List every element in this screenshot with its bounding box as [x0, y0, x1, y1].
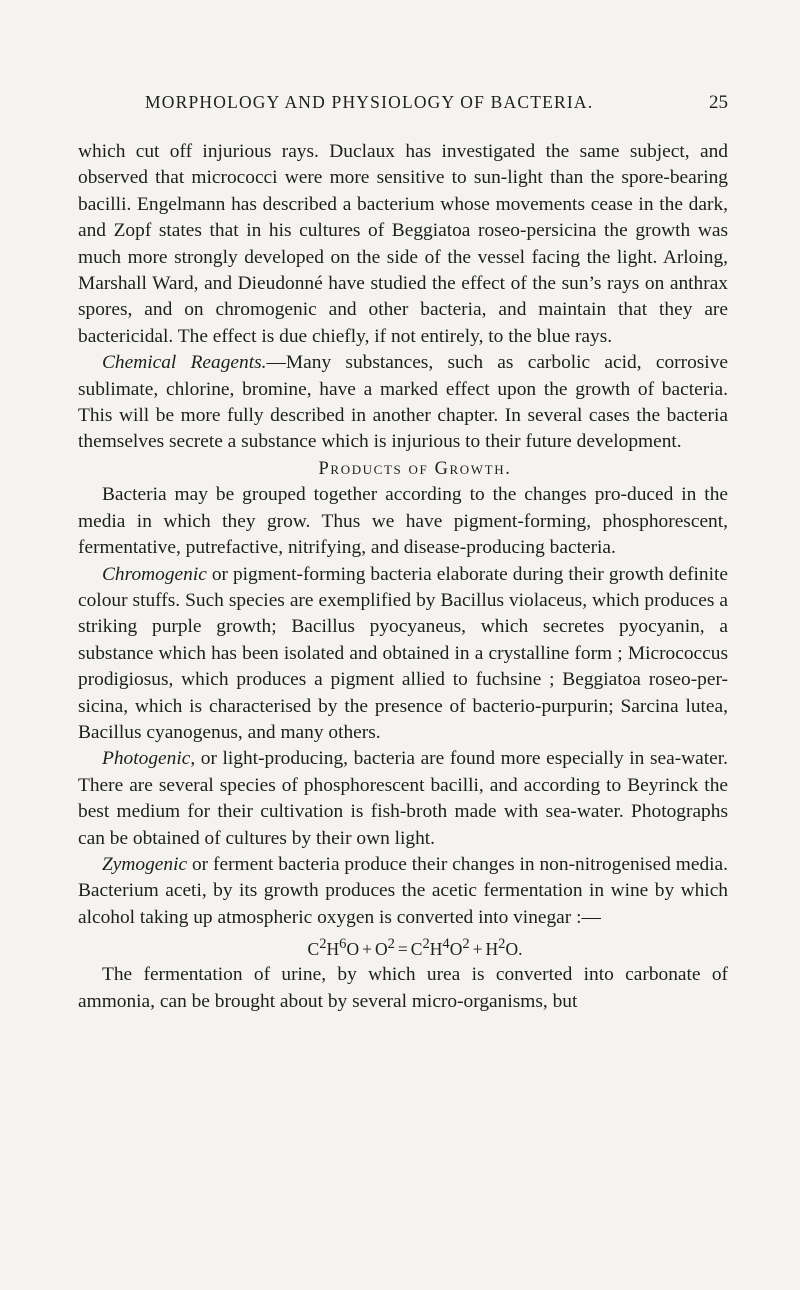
- term-zymogenic: Zymogenic: [102, 853, 188, 875]
- formula-superscript: 2: [462, 936, 470, 953]
- formula-symbol: H: [485, 939, 499, 960]
- term-photogenic: Photogenic: [102, 748, 191, 770]
- formula-operator: +: [362, 939, 372, 960]
- paragraph-zymogenic-text: or ferment bacteria produce their changes in non-nitrogenised media. Bacterium aceti, by its growth produces the acetic fermentation in wine by which alcohol taking up atmospheric oxygen is converted into vinegar :—: [78, 853, 728, 928]
- formula-superscript: 2: [422, 936, 430, 953]
- formula-symbol: C: [410, 939, 423, 960]
- formula-operator: =: [397, 939, 408, 960]
- paragraph-chromogenic: [78, 562, 728, 747]
- paragraph-zymogenic: [78, 852, 728, 931]
- formula-symbol: H: [326, 939, 340, 960]
- formula-symbol: H: [429, 939, 443, 960]
- paragraph-photogenic: [78, 746, 728, 852]
- paragraph-grouping: Bacteria may be grouped together according to the changes pro-duced in the media in which they grow. Thus we have pigment-forming, phosphorescent, fermentative, putrefactive, nitrifying, and disease-producing bacteria.: [78, 484, 728, 559]
- formula-superscript: 2: [387, 936, 395, 953]
- formula-symbol: O: [449, 939, 463, 960]
- section-heading-text: Products of Growth.: [318, 458, 512, 479]
- chemical-equation: [78, 931, 728, 962]
- page-header: [145, 92, 728, 122]
- formula-symbol: O: [346, 939, 360, 960]
- paragraph-light-effects: which cut off injurious rays. Duclaux has investigated the same subject, and observed that micrococci were more sensitive to sun-light than the spore-bearing bacilli. Engelmann has described a bacterium whose movements cease in the dark, and Zopf states that in his cultures of Beggiatoa roseo-persicina the growth was much more strongly developed on the side of the vessel facing the light. Arloing, Marshall Ward, and Dieudonné have studied the effect of the sun’s rays on anthrax spores, and on chromogenic and other bacteria, and maintain that they are bactericidal. The effect is due chiefly, if not entirely, to the blue rays.: [78, 141, 728, 347]
- formula-symbol: O.: [505, 939, 523, 960]
- term-chemical-reagents: Chemical Reagents.: [102, 352, 267, 374]
- paragraph-photogenic-text: , or light-producing, bacteria are found more especially in sea-water. There are several species of phosphorescent bacilli, and according to Beyrinck the best medium for their cultivation is fish-broth made with sea-water. Photographs can be obtained of cultures by their own light.: [78, 748, 728, 849]
- paragraph-chemical-reagents: [78, 350, 728, 456]
- page-body: [78, 139, 728, 1015]
- paragraph-urine-fermentation: The fermentation of urine, by which urea is converted into carbonate of ammonia, can be brought about by several micro-organisms, but: [78, 964, 728, 1012]
- paragraph-chemical-reagents-text: —Many substances, such as carbolic acid, corrosive sublimate, chlorine, bromine, have a marked effect upon the growth of bacteria. This will be more fully described in another chapter. In several cases the bacteria themselves secrete a substance which is injurious to their future development.: [78, 352, 728, 453]
- formula-symbol: C: [307, 939, 320, 960]
- formula-superscript: 4: [442, 936, 450, 953]
- running-head: MORPHOLOGY AND PHYSIOLOGY OF BACTERIA.: [145, 92, 594, 112]
- paragraph-chromogenic-text: or pigment-forming bacteria elaborate during their growth definite colour stuffs. Such species are exemplified by Bacillus violaceus, which produces a striking purple growth; Bacillus pyocyaneus, which secretes pyocyanin, a substance which has been isolated and obtained in a crystalline form ; Micrococcus prodigiosus, which produces a pigment allied to fuchsine ; Beggiatoa roseo-per-sicina, which is characterised by the presence of bacterio-purpurin; Sarcina lutea, Bacillus cyanogenus, and many others.: [78, 563, 728, 743]
- formula-superscript: 2: [498, 936, 506, 953]
- section-heading: [78, 456, 728, 482]
- formula-operator: +: [472, 939, 483, 960]
- formula-superscript: 6: [339, 936, 347, 953]
- term-chromogenic: Chromogenic: [102, 563, 207, 585]
- formula-symbol: O: [374, 939, 388, 960]
- formula-superscript: 2: [319, 936, 327, 953]
- page-number: 25: [709, 92, 728, 113]
